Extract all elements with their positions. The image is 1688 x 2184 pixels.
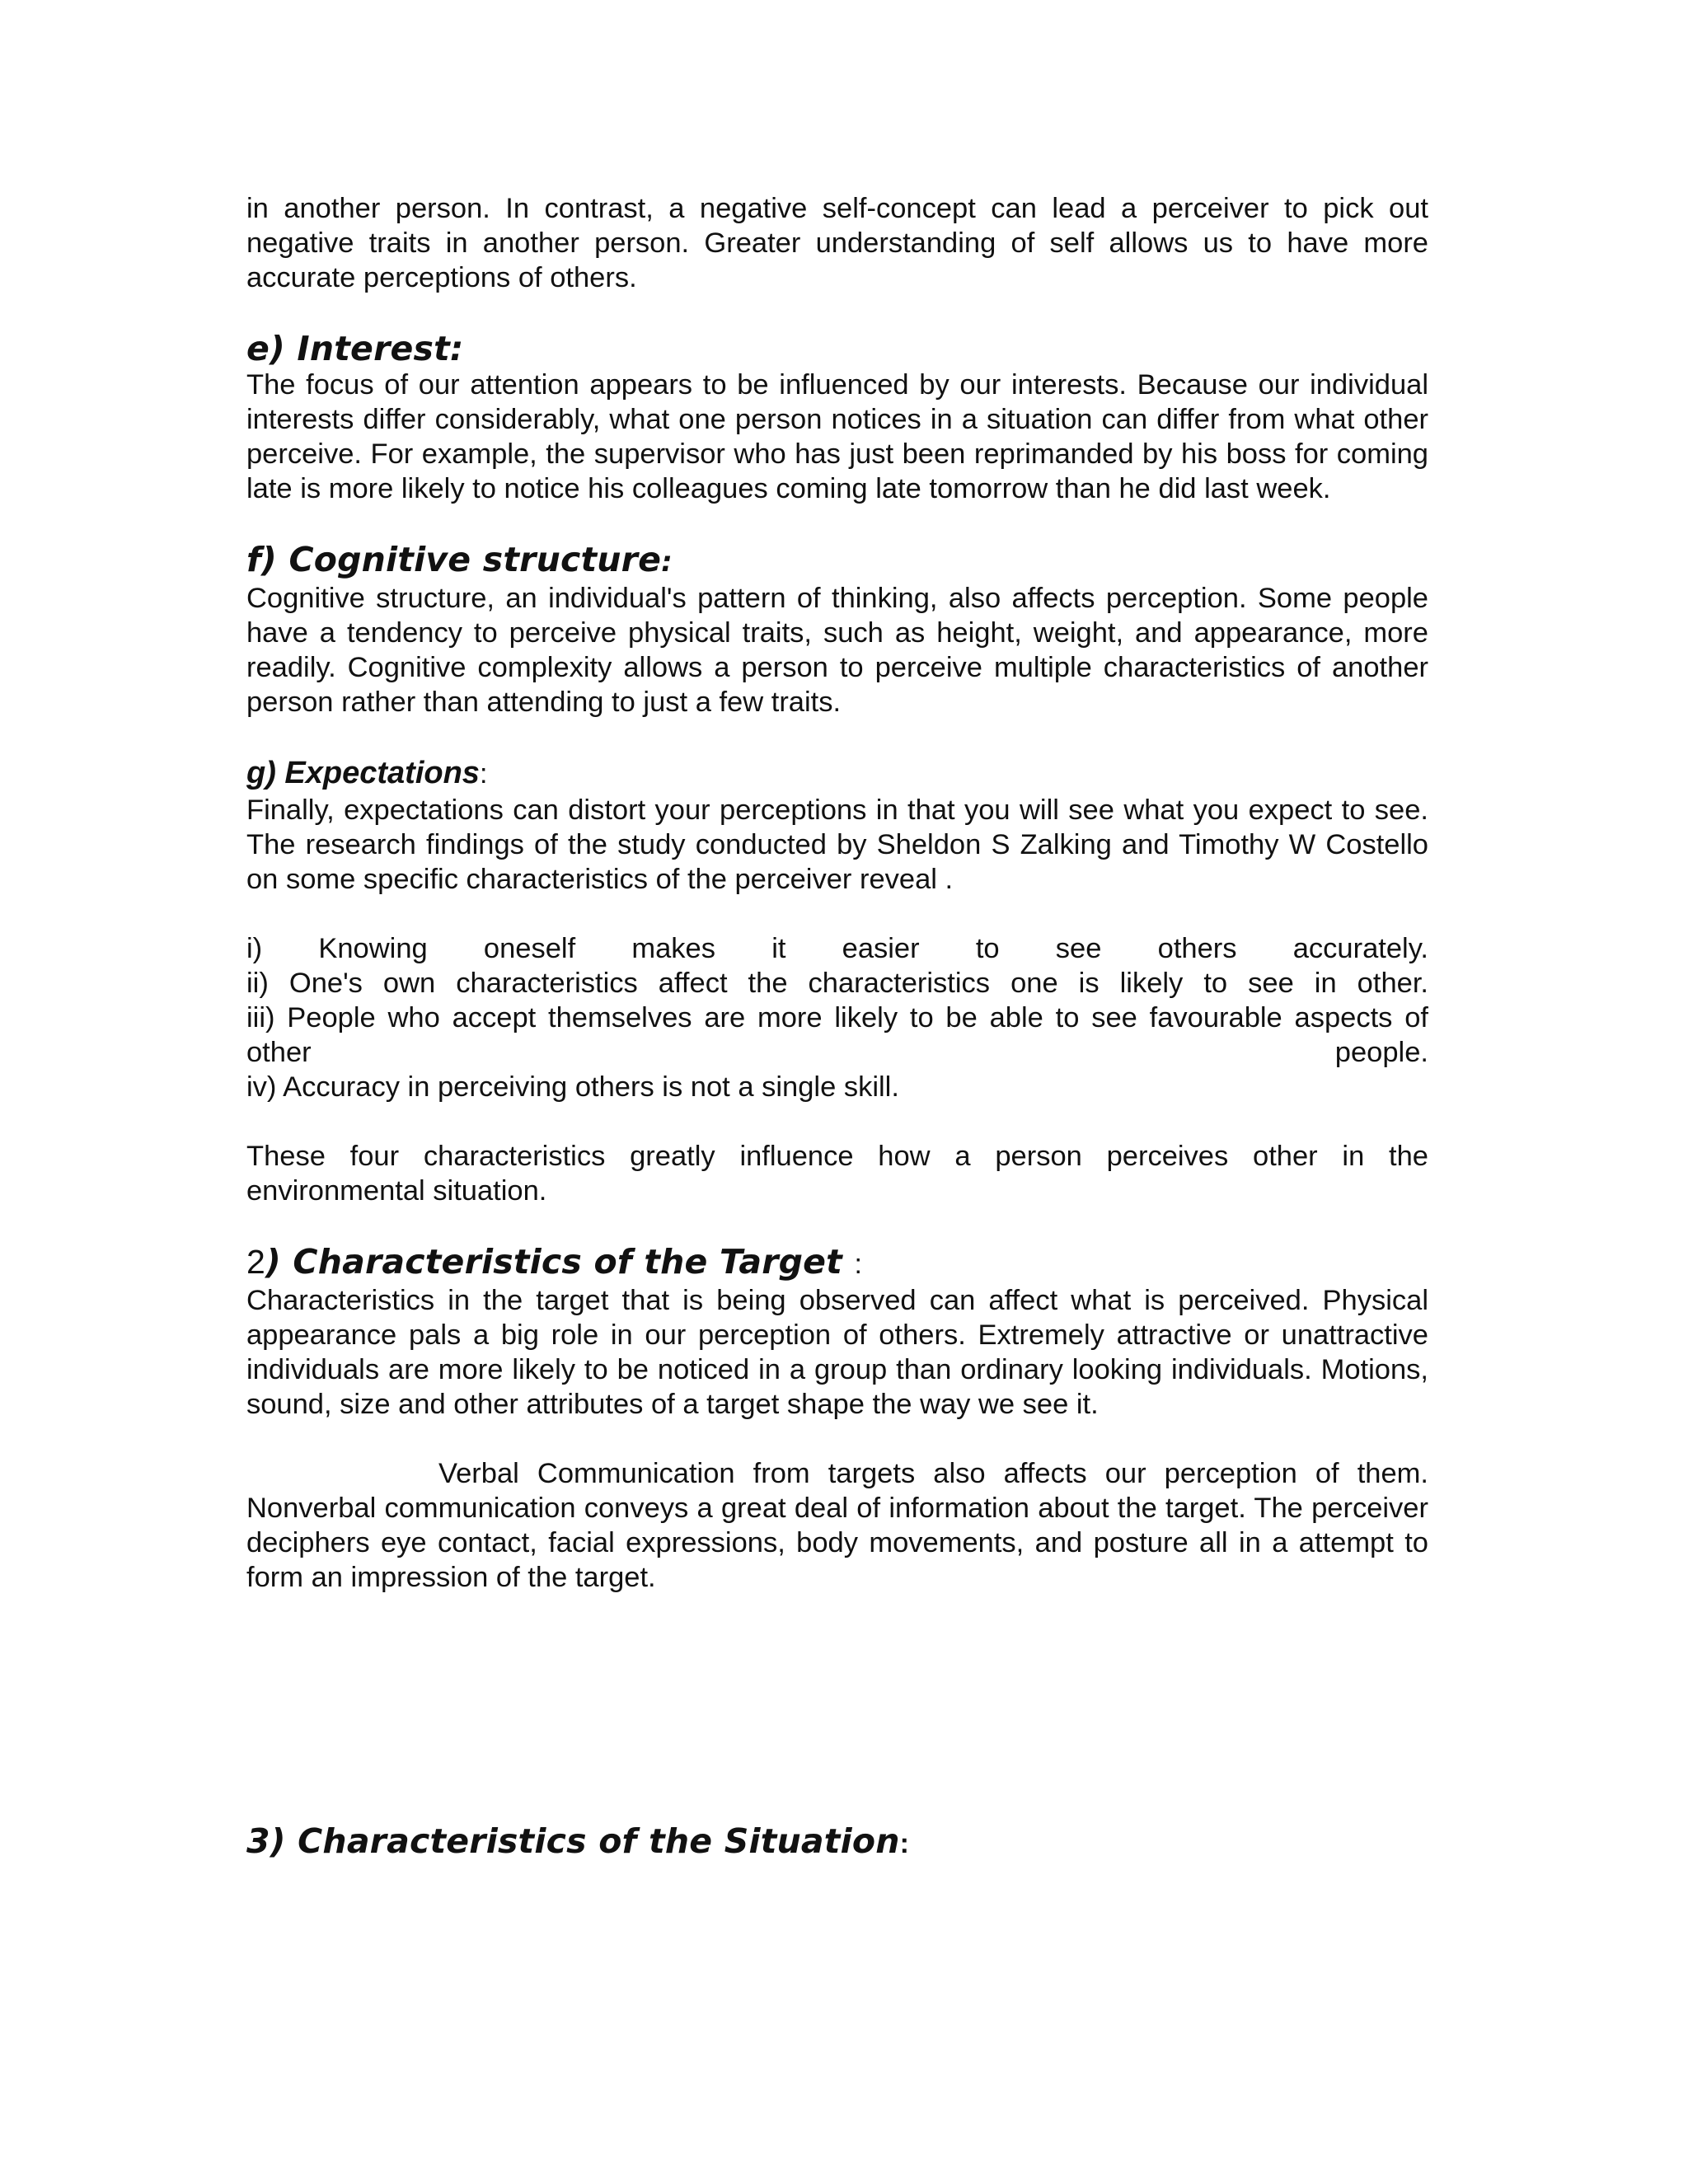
intro-paragraph: in another person. In contrast, a negative self-concept can lead a perceiver to pick out negative traits in another person. Greater understanding of self allows us to have more accurate perceptions of others. [246,193,1428,293]
situation-heading-text: 3) Characteristics of the Situation [246,1821,900,1861]
finding-item-4: iv) Accuracy in perceiving others is not a single skill. [246,1071,899,1103]
cognitive-heading-colon: : [661,546,673,579]
spacer [246,1595,1428,1822]
interest-heading-text: e) Interest: [246,329,464,368]
interest-paragraph: The focus of our attention appears to be influenced by our interests. Because our individual interests differ considerably, what one person notices in a situation can differ from what other perceive. For example, the supervisor who has just been reprimanded by his boss for coming late is more likely to notice his colleagues coming late tomorrow than he did last week. [246,369,1428,504]
page-content [246,191,1428,1863]
spacer [246,295,1428,330]
cognitive-heading-text: f) Cognitive structure [246,540,662,579]
spacer [246,506,1428,541]
finding-item-3: iii) People who accept themselves are more likely to be able to see favourable aspects of other people. [246,1002,1428,1068]
section-heading-interest [246,330,1428,368]
spacer [246,1104,1428,1139]
finding-item-1: i) Knowing oneself makes it easier to see others accurately. [246,933,1428,964]
section-heading-expectations [246,754,1428,793]
findings-summary: These four characteristics greatly influence how a person perceives other in the environmental situation. [246,1141,1428,1207]
situation-heading-colon: : [899,1828,910,1859]
target-paragraph-2: Verbal Communication from targets also affects our perception of them. Nonverbal communication conveys a great deal of information about the target. The perceiver deciphers eye contact, facial expressions, body movements, and posture all in a attempt to form an impression of the target. [246,1458,1428,1593]
cognitive-paragraph: Cognitive structure, an individual's pattern of thinking, also affects perception. Some people have a tendency to perceive physical traits, such as height, weight, and appearance, more readily. Cognitive complexity allows a person to perceive multiple characteristics of another person rather than attending to just a few traits. [246,583,1428,718]
expectations-heading-text: g) Expectations [246,756,480,790]
spacer [246,1208,1428,1243]
target-heading-colon: : [854,1249,863,1280]
spacer [246,897,1428,931]
spacer [246,719,1428,754]
section-heading-target [246,1243,1428,1283]
expectations-paragraph: Finally, expectations can distort your perceptions in that you will see what you expect to see. The research findings of the study conducted by Sheldon S Zalking and Timothy W Costello on some specific characteristics of the perceiver reveal . [246,794,1428,895]
section-heading-situation [246,1822,1428,1863]
section-heading-cognitive [246,541,1428,581]
target-heading-text: ) Characteristics of the Target [265,1242,855,1282]
target-paragraph: Characteristics in the target that is being observed can affect what is perceived. Physical appearance pals a big role in our perception of others. Extremely attractive or unattractive individuals are more likely to be noticed in a group than ordinary looking individuals. Motions, sound, size and other attributes of a target shape the way we see it. [246,1285,1428,1420]
target-heading-number: 2 [246,1243,266,1281]
expectations-heading-colon: : [479,758,488,790]
finding-item-2: ii) One's own characteristics affect the characteristics one is likely to see in other. [246,968,1428,999]
spacer [246,1422,1428,1456]
